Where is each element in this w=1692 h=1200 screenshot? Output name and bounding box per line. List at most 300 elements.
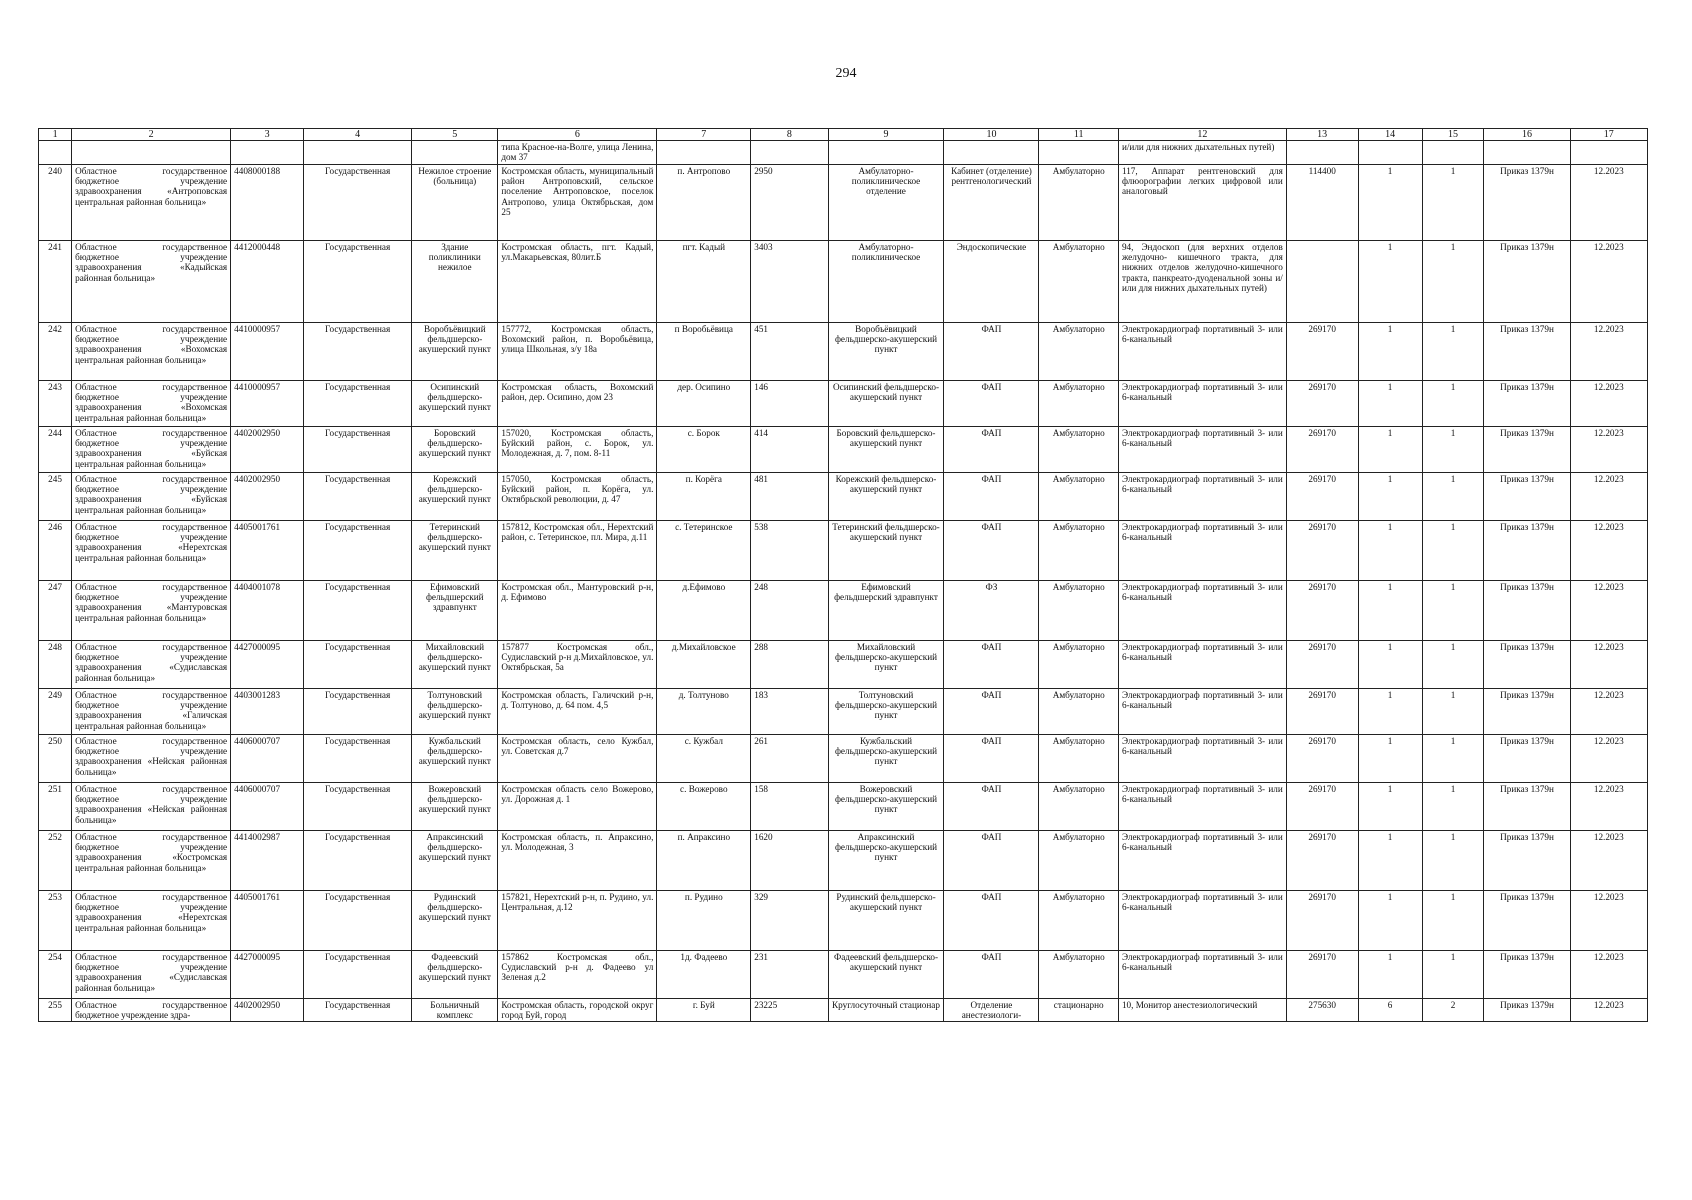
department: ФАП bbox=[944, 734, 1039, 782]
ownership-type: Государственная bbox=[304, 890, 412, 950]
organization-name: Областное государственное бюджетное учреждение здравоохранения «Буйская центральная районная больница» bbox=[72, 472, 231, 520]
row-number: 242 bbox=[39, 322, 72, 380]
building-name: Здание поликлиники нежилое bbox=[412, 240, 498, 322]
order-reference: Приказ 1379н bbox=[1484, 380, 1570, 426]
quantity-col14: 1 bbox=[1358, 380, 1422, 426]
quantity-col14: 1 bbox=[1358, 890, 1422, 950]
department: Эндоскопические bbox=[944, 240, 1039, 322]
delivery-date: 12.2023 bbox=[1570, 472, 1647, 520]
organization-name: Областное государственное бюджетное учреждение здравоохранения «Кадыйская районная больница» bbox=[72, 240, 231, 322]
table-row bbox=[39, 782, 1648, 830]
quantity-col15: 1 bbox=[1422, 640, 1484, 688]
quantity-col14: 1 bbox=[1358, 322, 1422, 380]
column-header-3: 3 bbox=[231, 129, 304, 141]
care-conditions: Амбулаторно bbox=[1039, 322, 1119, 380]
equipment-item: Электрокардиограф портативный 3- или 6-канальный bbox=[1118, 890, 1286, 950]
population: 414 bbox=[751, 426, 828, 472]
column-header-13: 13 bbox=[1286, 129, 1358, 141]
care-conditions: Амбулаторно bbox=[1039, 380, 1119, 426]
delivery-date: 12.2023 bbox=[1570, 782, 1647, 830]
inn-code: 4410000957 bbox=[231, 322, 304, 380]
order-reference: Приказ 1379н bbox=[1484, 472, 1570, 520]
locality: д. Толтуново bbox=[657, 688, 751, 734]
building-name: Фадеевский фельдшерско-акушерский пункт bbox=[412, 950, 498, 998]
delivery-date: 12.2023 bbox=[1570, 580, 1647, 640]
column-header-11: 11 bbox=[1039, 129, 1119, 141]
table-row bbox=[39, 164, 1648, 240]
quantity-col15: 1 bbox=[1422, 830, 1484, 890]
address: Костромская область село Вожерово, ул. Дорожная д. 1 bbox=[498, 782, 657, 830]
equipment-item: 10, Монитор анестезиологический bbox=[1118, 998, 1286, 1022]
care-conditions: Амбулаторно bbox=[1039, 688, 1119, 734]
order-reference: Приказ 1379н bbox=[1484, 734, 1570, 782]
organization-name: Областное государственное бюджетное учреждение здравоохранения «Вохомская центральная районная больница» bbox=[72, 322, 231, 380]
structural-unit: Кужбальский фельдшерско-акушерский пункт bbox=[828, 734, 944, 782]
quantity-col15: 1 bbox=[1422, 322, 1484, 380]
order-reference: Приказ 1379н bbox=[1484, 164, 1570, 240]
locality: с. Кужбал bbox=[657, 734, 751, 782]
row-number: 252 bbox=[39, 830, 72, 890]
table-row bbox=[39, 520, 1648, 580]
inn-code: 4402002950 bbox=[231, 998, 304, 1022]
quantity-col15: 1 bbox=[1422, 688, 1484, 734]
delivery-date: 12.2023 bbox=[1570, 734, 1647, 782]
equipment-price: 269170 bbox=[1286, 380, 1358, 426]
column-header-9: 9 bbox=[828, 129, 944, 141]
locality: п. Корёга bbox=[657, 472, 751, 520]
organization-name: Областное государственное бюджетное учреждение здравоохранения «Нерехтская центральная районная больница» bbox=[72, 890, 231, 950]
equipment-item: 94, Эндоскоп (для верхних отделов желудочно- кишечного тракта, для нижних отделов желудочно-кишечного тракта, панкреато-дуоденальной зоны и/или для нижних дыхательных путей) bbox=[1118, 240, 1286, 322]
equipment-price bbox=[1286, 240, 1358, 322]
address: 157812, Костромская обл., Нерехтский район, с. Тетеринское, пл. Мира, д.11 bbox=[498, 520, 657, 580]
table-row bbox=[39, 688, 1648, 734]
order-reference: Приказ 1379н bbox=[1484, 240, 1570, 322]
ownership-type: Государственная bbox=[304, 520, 412, 580]
quantity-col15: 1 bbox=[1422, 580, 1484, 640]
quantity-col15: 1 bbox=[1422, 890, 1484, 950]
address: 157772, Костромская область, Вохомский район, п. Воробьёвица, улица Школьная, з/у 18а bbox=[498, 322, 657, 380]
building-name: Тетеринский фельдшерско-акушерский пункт bbox=[412, 520, 498, 580]
row-number: 249 bbox=[39, 688, 72, 734]
address: Костромская область, Галичский р-н, д. Толтуново, д. 64 пом. 4,5 bbox=[498, 688, 657, 734]
row-number: 247 bbox=[39, 580, 72, 640]
care-conditions: Амбулаторно bbox=[1039, 830, 1119, 890]
population: 451 bbox=[751, 322, 828, 380]
delivery-date: 12.2023 bbox=[1570, 426, 1647, 472]
quantity-col15: 1 bbox=[1422, 164, 1484, 240]
continued-address: типа Красное-на-Волге, улица Ленина, дом 37 bbox=[498, 141, 657, 165]
equipment-item: Электрокардиограф портативный 3- или 6-канальный bbox=[1118, 782, 1286, 830]
address: Костромская область, муниципальный район Антроповский, сельское поселение Антроповское, поселок Антропово, улица Октябрьская, дом 25 bbox=[498, 164, 657, 240]
delivery-date: 12.2023 bbox=[1570, 380, 1647, 426]
structural-unit: Корежский фельдшерско-акушерский пункт bbox=[828, 472, 944, 520]
address: 157877 Костромская обл., Судиславский р-н д.Михайловское, ул. Октябрьская, 5а bbox=[498, 640, 657, 688]
page-number: 294 bbox=[835, 66, 857, 81]
locality: п. Антропово bbox=[657, 164, 751, 240]
structural-unit: Круглосуточный стационар bbox=[828, 998, 944, 1022]
population: 23225 bbox=[751, 998, 828, 1022]
department: ФАП bbox=[944, 890, 1039, 950]
building-name: Корежский фельдшерско-акушерский пункт bbox=[412, 472, 498, 520]
ownership-type: Государственная bbox=[304, 688, 412, 734]
organization-name: Областное государственное бюджетное учреждение здравоохранения «Буйская центральная районная больница» bbox=[72, 426, 231, 472]
column-header-7: 7 bbox=[657, 129, 751, 141]
locality: дер. Осипино bbox=[657, 380, 751, 426]
column-header-8: 8 bbox=[751, 129, 828, 141]
department: ФАП bbox=[944, 322, 1039, 380]
care-conditions: Амбулаторно bbox=[1039, 782, 1119, 830]
population: 538 bbox=[751, 520, 828, 580]
ownership-type: Государственная bbox=[304, 426, 412, 472]
delivery-date: 12.2023 bbox=[1570, 950, 1647, 998]
address: 157050, Костромская область, Буйский район, п. Корёга, ул. Октябрьской революции, д. 47 bbox=[498, 472, 657, 520]
row-number: 240 bbox=[39, 164, 72, 240]
locality: п. Рудино bbox=[657, 890, 751, 950]
quantity-col15: 1 bbox=[1422, 734, 1484, 782]
row-number: 244 bbox=[39, 426, 72, 472]
organization-name: Областное государственное бюджетное учреждение здравоохранения «Галичская центральная районная больница» bbox=[72, 688, 231, 734]
table-row bbox=[39, 580, 1648, 640]
structural-unit: Михайловский фельдшерско-акушерский пункт bbox=[828, 640, 944, 688]
building-name: Кужбальский фельдшерско-акушерский пункт bbox=[412, 734, 498, 782]
locality: д.Ефимово bbox=[657, 580, 751, 640]
structural-unit: Амбулаторно-поликлиническое отделение bbox=[828, 164, 944, 240]
building-name: Апраксинский фельдшерско-акушерский пункт bbox=[412, 830, 498, 890]
organization-name: Областное государственное бюджетное учреждение здравоохранения «Нерехтская центральная районная больница» bbox=[72, 520, 231, 580]
address: Костромская обл., Мантуровский р-н, д. Ефимово bbox=[498, 580, 657, 640]
quantity-col14: 1 bbox=[1358, 520, 1422, 580]
order-reference: Приказ 1379н bbox=[1484, 640, 1570, 688]
locality: д.Михайловское bbox=[657, 640, 751, 688]
ownership-type: Государственная bbox=[304, 950, 412, 998]
delivery-date: 12.2023 bbox=[1570, 830, 1647, 890]
equipment-price: 114400 bbox=[1286, 164, 1358, 240]
order-reference: Приказ 1379н bbox=[1484, 950, 1570, 998]
row-number: 241 bbox=[39, 240, 72, 322]
table-row bbox=[39, 950, 1648, 998]
care-conditions: Амбулаторно bbox=[1039, 950, 1119, 998]
care-conditions: Амбулаторно bbox=[1039, 164, 1119, 240]
population: 261 bbox=[751, 734, 828, 782]
order-reference: Приказ 1379н bbox=[1484, 322, 1570, 380]
quantity-col15: 2 bbox=[1422, 998, 1484, 1022]
care-conditions: Амбулаторно bbox=[1039, 472, 1119, 520]
organization-name: Областное государственное бюджетное учреждение здравоохранения «Судиславская районная больница» bbox=[72, 640, 231, 688]
department: ФЗ bbox=[944, 580, 1039, 640]
table-row bbox=[39, 426, 1648, 472]
inn-code: 4414002987 bbox=[231, 830, 304, 890]
building-name: Вожеровский фельдшерско-акушерский пункт bbox=[412, 782, 498, 830]
order-reference: Приказ 1379н bbox=[1484, 890, 1570, 950]
equipment-item: Электрокардиограф портативный 3- или 6-канальный bbox=[1118, 950, 1286, 998]
column-header-14: 14 bbox=[1358, 129, 1422, 141]
ownership-type: Государственная bbox=[304, 240, 412, 322]
row-number: 254 bbox=[39, 950, 72, 998]
quantity-col15: 1 bbox=[1422, 380, 1484, 426]
column-header-2: 2 bbox=[72, 129, 231, 141]
department: ФАП bbox=[944, 950, 1039, 998]
structural-unit: Воробъёвицкий фельдшерско-акушерский пункт bbox=[828, 322, 944, 380]
column-header-16: 16 bbox=[1484, 129, 1570, 141]
building-name: Воробъёвицкий фельдшерско-акушерский пункт bbox=[412, 322, 498, 380]
ownership-type: Государственная bbox=[304, 472, 412, 520]
population: 288 bbox=[751, 640, 828, 688]
equipment-price: 269170 bbox=[1286, 782, 1358, 830]
inn-code: 4408000188 bbox=[231, 164, 304, 240]
column-header-4: 4 bbox=[304, 129, 412, 141]
quantity-col14: 1 bbox=[1358, 164, 1422, 240]
column-header-15: 15 bbox=[1422, 129, 1484, 141]
ownership-type: Государственная bbox=[304, 998, 412, 1022]
quantity-col14: 1 bbox=[1358, 734, 1422, 782]
row-number: 248 bbox=[39, 640, 72, 688]
address: Костромская область, п. Апраксино, ул. Молодежная, 3 bbox=[498, 830, 657, 890]
quantity-col14: 1 bbox=[1358, 830, 1422, 890]
inn-code: 4402002950 bbox=[231, 426, 304, 472]
table-row bbox=[39, 998, 1648, 1022]
population: 231 bbox=[751, 950, 828, 998]
building-name: Больничный комплекс bbox=[412, 998, 498, 1022]
population: 183 bbox=[751, 688, 828, 734]
quantity-col15: 1 bbox=[1422, 426, 1484, 472]
organization-name: Областное государственное бюджетное учреждение здравоохранения «Антроповская центральная районная больница» bbox=[72, 164, 231, 240]
address: Костромская область, городской округ город Буй, город bbox=[498, 998, 657, 1022]
ownership-type: Государственная bbox=[304, 380, 412, 426]
locality: 1д. Фадеево bbox=[657, 950, 751, 998]
organization-name: Областное государственное бюджетное учреждение здравоохранения «Судиславская районная больница» bbox=[72, 950, 231, 998]
table-row bbox=[39, 830, 1648, 890]
equipment-price: 269170 bbox=[1286, 472, 1358, 520]
table-row bbox=[39, 322, 1648, 380]
delivery-date: 12.2023 bbox=[1570, 890, 1647, 950]
structural-unit: Рудинский фельдшерско-акушерский пункт bbox=[828, 890, 944, 950]
department: ФАП bbox=[944, 688, 1039, 734]
building-name: Боровский фельдшерско-акушерский пункт bbox=[412, 426, 498, 472]
equipment-table bbox=[38, 128, 1648, 1022]
population: 3403 bbox=[751, 240, 828, 322]
structural-unit: Тетеринский фельдшерско-акушерский пункт bbox=[828, 520, 944, 580]
address: 157862 Костромская обл., Судиславский р-н д. Фадеево ул Зеленая д.2 bbox=[498, 950, 657, 998]
quantity-col15: 1 bbox=[1422, 240, 1484, 322]
table-row bbox=[39, 472, 1648, 520]
ownership-type: Государственная bbox=[304, 580, 412, 640]
organization-name: Областное государственное бюджетное учреждение здра- bbox=[72, 998, 231, 1022]
equipment-price: 269170 bbox=[1286, 580, 1358, 640]
care-conditions: Амбулаторно bbox=[1039, 640, 1119, 688]
quantity-col14: 1 bbox=[1358, 640, 1422, 688]
equipment-price: 269170 bbox=[1286, 890, 1358, 950]
department: ФАП bbox=[944, 640, 1039, 688]
equipment-item: Электрокардиограф портативный 3- или 6-канальный bbox=[1118, 472, 1286, 520]
equipment-item: Электрокардиограф портативный 3- или 6-канальный bbox=[1118, 426, 1286, 472]
row-number: 250 bbox=[39, 734, 72, 782]
order-reference: Приказ 1379н bbox=[1484, 998, 1570, 1022]
structural-unit: Ефимовский фельдшерский здравпункт bbox=[828, 580, 944, 640]
care-conditions: стационарно bbox=[1039, 998, 1119, 1022]
equipment-price: 269170 bbox=[1286, 426, 1358, 472]
order-reference: Приказ 1379н bbox=[1484, 688, 1570, 734]
population: 2950 bbox=[751, 164, 828, 240]
column-header-17: 17 bbox=[1570, 129, 1647, 141]
ownership-type: Государственная bbox=[304, 782, 412, 830]
department: ФАП bbox=[944, 472, 1039, 520]
continued-equipment: и/или для нижних дыхательных путей) bbox=[1118, 141, 1286, 165]
delivery-date: 12.2023 bbox=[1570, 640, 1647, 688]
row-number: 251 bbox=[39, 782, 72, 830]
structural-unit: Амбулаторно-поликлиническое bbox=[828, 240, 944, 322]
table-row bbox=[39, 240, 1648, 322]
inn-code: 4406000707 bbox=[231, 734, 304, 782]
building-name: Осипинский фельдшерско-акушерский пункт bbox=[412, 380, 498, 426]
row-number: 243 bbox=[39, 380, 72, 426]
row-number: 246 bbox=[39, 520, 72, 580]
population: 146 bbox=[751, 380, 828, 426]
organization-name: Областное государственное бюджетное учреждение здравоохранения «Костромская центральная районная больница» bbox=[72, 830, 231, 890]
equipment-item: Электрокардиограф портативный 3- или 6-канальный bbox=[1118, 520, 1286, 580]
delivery-date: 12.2023 bbox=[1570, 240, 1647, 322]
table-row bbox=[39, 380, 1648, 426]
department: ФАП bbox=[944, 782, 1039, 830]
quantity-col14: 1 bbox=[1358, 472, 1422, 520]
structural-unit: Вожеровский фельдшерско-акушерский пункт bbox=[828, 782, 944, 830]
inn-code: 4427000095 bbox=[231, 640, 304, 688]
quantity-col15: 1 bbox=[1422, 472, 1484, 520]
table-row bbox=[39, 640, 1648, 688]
care-conditions: Амбулаторно bbox=[1039, 240, 1119, 322]
column-number-row bbox=[39, 129, 1648, 141]
building-name: Михайловский фельдшерско-акушерский пункт bbox=[412, 640, 498, 688]
delivery-date: 12.2023 bbox=[1570, 688, 1647, 734]
equipment-item: Электрокардиограф портативный 3- или 6-канальный bbox=[1118, 688, 1286, 734]
structural-unit: Фадеевский фельдшерско-акушерский пункт bbox=[828, 950, 944, 998]
table-row bbox=[39, 890, 1648, 950]
inn-code: 4412000448 bbox=[231, 240, 304, 322]
table-row bbox=[39, 734, 1648, 782]
quantity-col14: 1 bbox=[1358, 782, 1422, 830]
equipment-item: Электрокардиограф портативный 3- или 6-канальный bbox=[1118, 322, 1286, 380]
inn-code: 4406000707 bbox=[231, 782, 304, 830]
quantity-col15: 1 bbox=[1422, 950, 1484, 998]
department: Отделение анестезиологи- bbox=[944, 998, 1039, 1022]
equipment-price: 269170 bbox=[1286, 322, 1358, 380]
address: Костромская область, пгт. Кадый, ул.Макарьевская, 80лит.Б bbox=[498, 240, 657, 322]
building-name: Рудинский фельдшерско-акушерский пункт bbox=[412, 890, 498, 950]
row-number: 255 bbox=[39, 998, 72, 1022]
column-header-5: 5 bbox=[412, 129, 498, 141]
locality: с. Тетеринское bbox=[657, 520, 751, 580]
structural-unit: Толтуновский фельдшерско-акушерский пункт bbox=[828, 688, 944, 734]
care-conditions: Амбулаторно bbox=[1039, 520, 1119, 580]
equipment-item: Электрокардиограф портативный 3- или 6-канальный bbox=[1118, 640, 1286, 688]
building-name: Толтуновский фельдшерско-акушерский пункт bbox=[412, 688, 498, 734]
column-header-1: 1 bbox=[39, 129, 72, 141]
quantity-col14: 1 bbox=[1358, 240, 1422, 322]
locality: пгт. Кадый bbox=[657, 240, 751, 322]
structural-unit: Осипинский фельдшерско-акушерский пункт bbox=[828, 380, 944, 426]
ownership-type: Государственная bbox=[304, 640, 412, 688]
organization-name: Областное государственное бюджетное учреждение здравоохранения «Нейская районная больница» bbox=[72, 782, 231, 830]
address: 157821, Нерехтский р-н, п. Рудино, ул. Центральная, д.12 bbox=[498, 890, 657, 950]
equipment-price: 269170 bbox=[1286, 830, 1358, 890]
ownership-type: Государственная bbox=[304, 322, 412, 380]
order-reference: Приказ 1379н bbox=[1484, 426, 1570, 472]
department: ФАП bbox=[944, 380, 1039, 426]
locality: г. Буй bbox=[657, 998, 751, 1022]
care-conditions: Амбулаторно bbox=[1039, 426, 1119, 472]
locality: с. Борок bbox=[657, 426, 751, 472]
department: ФАП bbox=[944, 830, 1039, 890]
ownership-type: Государственная bbox=[304, 830, 412, 890]
delivery-date: 12.2023 bbox=[1570, 322, 1647, 380]
ownership-type: Государственная bbox=[304, 734, 412, 782]
department: Кабинет (отделение) рентгенологический bbox=[944, 164, 1039, 240]
organization-name: Областное государственное бюджетное учреждение здравоохранения «Мантуровская центральная районная больница» bbox=[72, 580, 231, 640]
organization-name: Областное государственное бюджетное учреждение здравоохранения «Нейская районная больница» bbox=[72, 734, 231, 782]
population: 481 bbox=[751, 472, 828, 520]
order-reference: Приказ 1379н bbox=[1484, 830, 1570, 890]
ownership-type: Государственная bbox=[304, 164, 412, 240]
equipment-item: Электрокардиограф портативный 3- или 6-канальный bbox=[1118, 580, 1286, 640]
structural-unit: Боровский фельдшерско-акушерский пункт bbox=[828, 426, 944, 472]
care-conditions: Амбулаторно bbox=[1039, 890, 1119, 950]
quantity-col14: 1 bbox=[1358, 688, 1422, 734]
inn-code: 4403001283 bbox=[231, 688, 304, 734]
department: ФАП bbox=[944, 426, 1039, 472]
delivery-date: 12.2023 bbox=[1570, 164, 1647, 240]
equipment-item: Электрокардиограф портативный 3- или 6-канальный bbox=[1118, 734, 1286, 782]
order-reference: Приказ 1379н bbox=[1484, 580, 1570, 640]
delivery-date: 12.2023 bbox=[1570, 998, 1647, 1022]
equipment-price: 269170 bbox=[1286, 950, 1358, 998]
equipment-item: Электрокардиограф портативный 3- или 6-канальный bbox=[1118, 830, 1286, 890]
inn-code: 4410000957 bbox=[231, 380, 304, 426]
quantity-col14: 1 bbox=[1358, 950, 1422, 998]
equipment-price: 269170 bbox=[1286, 520, 1358, 580]
address: Костромская область, село Кужбал, ул. Советская д.7 bbox=[498, 734, 657, 782]
quantity-col14: 1 bbox=[1358, 426, 1422, 472]
row-number: 253 bbox=[39, 890, 72, 950]
quantity-col15: 1 bbox=[1422, 520, 1484, 580]
column-header-10: 10 bbox=[944, 129, 1039, 141]
locality: п. Апраксино bbox=[657, 830, 751, 890]
inn-code: 4404001078 bbox=[231, 580, 304, 640]
equipment-item: Электрокардиограф портативный 3- или 6-канальный bbox=[1118, 380, 1286, 426]
population: 1620 bbox=[751, 830, 828, 890]
inn-code: 4405001761 bbox=[231, 890, 304, 950]
quantity-col14: 1 bbox=[1358, 580, 1422, 640]
population: 158 bbox=[751, 782, 828, 830]
locality: п Воробьёвица bbox=[657, 322, 751, 380]
organization-name: Областное государственное бюджетное учреждение здравоохранения «Вохомская центральная районная больница» bbox=[72, 380, 231, 426]
population: 329 bbox=[751, 890, 828, 950]
column-header-12: 12 bbox=[1118, 129, 1286, 141]
population: 248 bbox=[751, 580, 828, 640]
continuation-row bbox=[39, 141, 1648, 165]
building-name: Ефимовский фельдшерский здравпункт bbox=[412, 580, 498, 640]
care-conditions: Амбулаторно bbox=[1039, 734, 1119, 782]
equipment-price: 269170 bbox=[1286, 734, 1358, 782]
quantity-col14: 6 bbox=[1358, 998, 1422, 1022]
address: Костромская область, Вохомский район, дер. Осипино, дом 23 bbox=[498, 380, 657, 426]
equipment-price: 269170 bbox=[1286, 640, 1358, 688]
delivery-date: 12.2023 bbox=[1570, 520, 1647, 580]
department: ФАП bbox=[944, 520, 1039, 580]
locality: с. Вожерово bbox=[657, 782, 751, 830]
order-reference: Приказ 1379н bbox=[1484, 782, 1570, 830]
column-header-6: 6 bbox=[498, 129, 657, 141]
building-name: Нежилое строение (больница) bbox=[412, 164, 498, 240]
equipment-price: 269170 bbox=[1286, 688, 1358, 734]
